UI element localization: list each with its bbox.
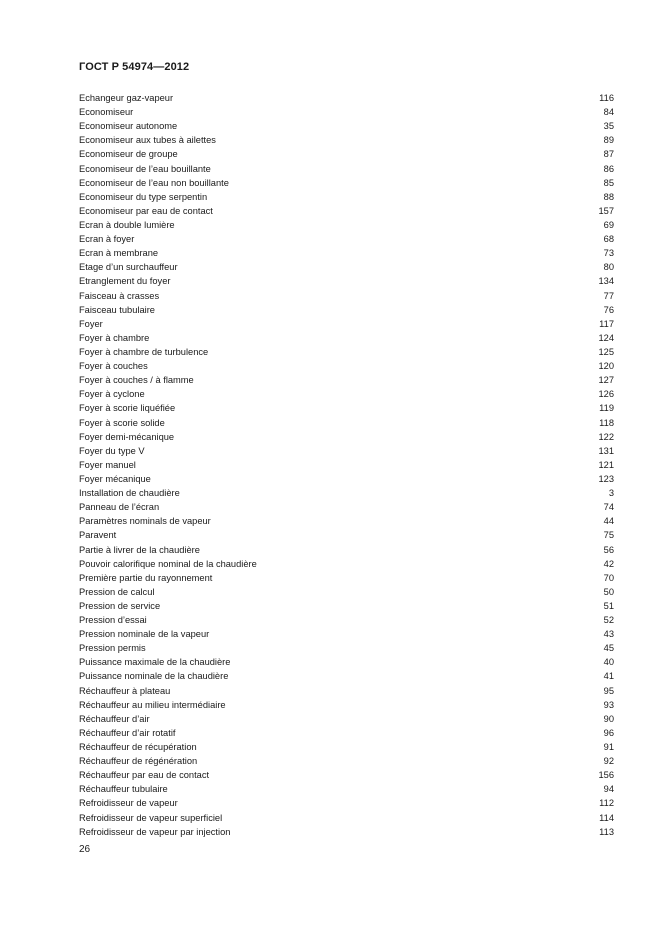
index-term: Première partie du rayonnement — [79, 572, 213, 583]
index-term: Paravent — [79, 530, 117, 541]
document-header: ГОСТ Р 54974—2012 — [79, 61, 190, 73]
index-term: Réchauffeur de régénération — [79, 756, 198, 767]
index-term: Réchauffeur au milieu intermédiaire — [79, 699, 226, 710]
index-entry — [79, 655, 614, 669]
index-term: Economiseur autonome — [79, 121, 178, 132]
index-term: Pression permis — [79, 643, 146, 654]
index-entry — [79, 133, 614, 147]
index-term-number: 120 — [598, 361, 614, 372]
index-term-number: 42 — [603, 558, 614, 569]
index-term: Economiseur aux tubes à ailettes — [79, 135, 216, 146]
index-term-number: 118 — [599, 417, 614, 428]
index-entry — [79, 613, 614, 627]
index-term-number: 125 — [598, 346, 614, 357]
index-term: Economiseur par eau de contact — [79, 205, 213, 216]
index-term: Réchauffeur d’air — [79, 713, 150, 724]
index-term-number: 77 — [603, 290, 614, 301]
index-term: Installation de chaudière — [79, 488, 180, 499]
index-entry — [79, 782, 614, 796]
index-entry — [79, 796, 614, 810]
index-term: Partie à livrer de la chaudière — [79, 544, 200, 555]
index-term-number: 89 — [603, 135, 614, 146]
index-term-number: 87 — [603, 149, 614, 160]
index-term: Echangeur gaz-vapeur — [79, 93, 174, 103]
index-term: Foyer manuel — [79, 459, 136, 470]
index-entry — [79, 91, 614, 105]
index-entry — [79, 585, 614, 599]
index-entry — [79, 486, 614, 500]
index-entry — [79, 204, 614, 218]
index-term: Panneau de l’écran — [79, 502, 160, 513]
index-term: Faisceau tubulaire — [79, 304, 155, 315]
index-term: Paramètres nominals de vapeur — [79, 516, 211, 527]
index-entry — [79, 726, 614, 740]
index-term: Foyer à scorie liquéfiée — [79, 403, 176, 414]
index-entry — [79, 289, 614, 303]
index-entry — [79, 599, 614, 613]
index-entry — [79, 162, 614, 176]
index-term: Ecran à foyer — [79, 234, 135, 245]
index-term-number: 95 — [603, 685, 614, 696]
index-term-number: 122 — [598, 431, 614, 442]
index-term-number: 40 — [603, 657, 614, 668]
index-term-number: 51 — [603, 600, 614, 611]
index-entry — [79, 345, 614, 359]
index-term: Pression nominale de la vapeur — [79, 629, 210, 640]
index-entry — [79, 571, 614, 585]
index-term-number: 116 — [599, 93, 614, 103]
index-entry — [79, 119, 614, 133]
index-term: Pouvoir calorifique nominal de la chaudière — [79, 558, 257, 569]
index-entry — [79, 641, 614, 655]
index-term-number: 44 — [603, 516, 614, 527]
index-term-number: 86 — [603, 163, 614, 174]
index-term: Refroidisseur de vapeur superficiel — [79, 812, 223, 823]
index-entry — [79, 331, 614, 345]
index-term: Ecran à membrane — [79, 248, 159, 259]
index-term-number: 123 — [598, 473, 614, 484]
index-term: Foyer à chambre — [79, 332, 150, 343]
index-entry — [79, 500, 614, 514]
index-entry — [79, 698, 614, 712]
index-term: Réchauffeur tubulaire — [79, 784, 168, 795]
index-term-number: 73 — [603, 248, 614, 259]
index-term-number: 52 — [603, 615, 614, 626]
index-entry — [79, 627, 614, 641]
index-term-number: 93 — [603, 699, 614, 710]
index-term-number: 68 — [603, 234, 614, 245]
index-term: Economiseur de l’eau non bouillante — [79, 177, 229, 188]
index-term-number: 90 — [603, 713, 614, 724]
index-term-number: 91 — [603, 742, 614, 753]
index-entry — [79, 359, 614, 373]
index-entry — [79, 317, 614, 331]
index-term: Réchauffeur d’air rotatif — [79, 727, 176, 738]
index-term-number: 56 — [603, 544, 614, 555]
index-entry — [79, 684, 614, 698]
index-term: Economiseur — [79, 107, 134, 118]
index-term-number: 94 — [603, 784, 614, 795]
index-entry — [79, 754, 614, 768]
index-entry — [79, 557, 614, 571]
index-term: Refroidisseur de vapeur par injection — [79, 826, 231, 837]
index-term-number: 50 — [603, 586, 614, 597]
index-term-number: 76 — [603, 304, 614, 315]
index-entry — [79, 712, 614, 726]
index-term: Foyer demi-mécanique — [79, 431, 175, 442]
index-term-number: 131 — [598, 445, 614, 456]
index-term-number: 84 — [603, 107, 614, 118]
index-entry — [79, 387, 614, 401]
index-entry — [79, 543, 614, 557]
index-term-number: 41 — [603, 671, 614, 682]
index-entry — [79, 444, 614, 458]
index-term: Economiseur de groupe — [79, 149, 178, 160]
index-entry — [79, 416, 614, 430]
index-entry — [79, 768, 614, 782]
index-entry — [79, 190, 614, 204]
index-entry — [79, 105, 614, 119]
index-entry — [79, 825, 614, 839]
index-entry — [79, 514, 614, 528]
index-term: Pression de calcul — [79, 586, 155, 597]
index-entry — [79, 218, 614, 232]
index-term: Réchauffeur de récupération — [79, 742, 197, 753]
index-entry — [79, 232, 614, 246]
index-term: Foyer du type V — [79, 445, 145, 456]
index-term: Pression d’essai — [79, 615, 147, 626]
index-term: Economiseur du type serpentin — [79, 191, 208, 202]
index-term-number: 75 — [603, 530, 614, 541]
index-term-number: 119 — [599, 403, 614, 414]
index-entry — [79, 472, 614, 486]
index-entry — [79, 274, 614, 288]
index-term-number: 134 — [598, 276, 614, 287]
index-term-number: 45 — [603, 643, 614, 654]
index-entry — [79, 669, 614, 683]
index-term-number: 96 — [603, 727, 614, 738]
index-term: Réchauffeur par eau de contact — [79, 770, 210, 781]
index-term-number: 121 — [598, 459, 614, 470]
index-term-number: 114 — [599, 812, 614, 823]
index-term-number: 92 — [603, 756, 614, 767]
index-term: Foyer mécanique — [79, 473, 151, 484]
index-term: Foyer à scorie solide — [79, 417, 165, 428]
index-entry — [79, 528, 614, 542]
index-term-number: 69 — [603, 219, 614, 230]
index-entry — [79, 401, 614, 415]
index-term-number: 157 — [598, 205, 614, 216]
index-entry — [79, 430, 614, 444]
index-term-number: 127 — [598, 375, 614, 386]
index-term-number: 85 — [603, 177, 614, 188]
index-term-number: 156 — [598, 770, 614, 781]
index-term: Puissance nominale de la chaudière — [79, 671, 229, 682]
index-entry — [79, 260, 614, 274]
index-term-number: 126 — [598, 389, 614, 400]
index-term-number: 112 — [599, 798, 614, 809]
index-entry — [79, 740, 614, 754]
index-term-number: 35 — [603, 121, 614, 132]
index-term-number: 113 — [599, 826, 614, 837]
index-term: Puissance maximale de la chaudière — [79, 657, 231, 668]
page-number: 26 — [79, 844, 91, 855]
index-term: Foyer — [79, 318, 103, 329]
index-term-number: 70 — [603, 572, 614, 583]
index-term: Ecran à double lumière — [79, 219, 175, 230]
index-entry — [79, 303, 614, 317]
index-entry — [79, 246, 614, 260]
index-term: Foyer à chambre de turbulence — [79, 346, 209, 357]
index-term: Foyer à couches / à flamme — [79, 375, 194, 386]
index-term: Etage d’un surchauffeur — [79, 262, 178, 273]
index-term: Foyer à cyclone — [79, 389, 145, 400]
index-term-number: 74 — [603, 502, 614, 513]
index-term-number: 88 — [603, 191, 614, 202]
index-term: Economiseur de l’eau bouillante — [79, 163, 211, 174]
index-entry — [79, 373, 614, 387]
index-entry — [79, 811, 614, 825]
index-term: Etranglement du foyer — [79, 276, 171, 287]
index-term-number: 124 — [598, 332, 614, 343]
index-term-number: 43 — [603, 629, 614, 640]
index-entry — [79, 458, 614, 472]
index-term: Foyer à couches — [79, 361, 148, 372]
index-term-number: 117 — [599, 318, 614, 329]
index-term-number: 80 — [603, 262, 614, 273]
index-entry — [79, 147, 614, 161]
index-term-number: 3 — [608, 488, 614, 499]
index-term: Pression de service — [79, 600, 161, 611]
index-term: Réchauffeur à plateau — [79, 685, 171, 696]
index-term: Faisceau à crasses — [79, 290, 160, 301]
index-term: Refroidisseur de vapeur — [79, 798, 178, 809]
index-entry — [79, 176, 614, 190]
alphabetical-index — [79, 91, 614, 839]
